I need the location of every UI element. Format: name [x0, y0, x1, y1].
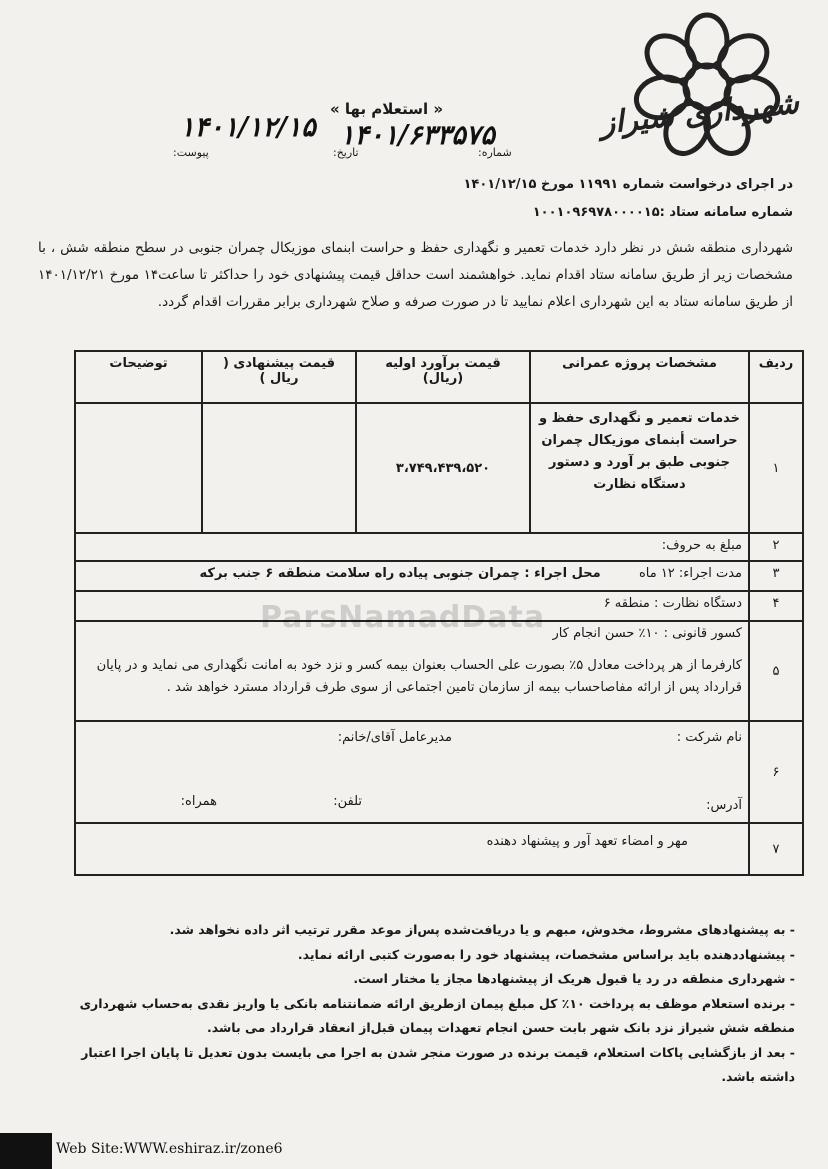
footer-bar	[0, 1133, 52, 1169]
row-number: ۲	[749, 533, 803, 561]
date-value: ۱۴۰۱/۱۲/۱۵	[180, 112, 316, 143]
supervisor: دستگاه نظارت : منطقه ۶	[75, 591, 749, 621]
col-offer-header: قیمت پیشنهادی ( ریال )	[202, 351, 356, 403]
flower-logo-icon	[632, 12, 782, 162]
execution-info	[75, 561, 749, 591]
project-description: خدمات تعمیر و نگهداری حفظ و حراست أبنمای موزیکال چمران جنوبی طبق بر آورد و دستور دستگاه نظارت	[530, 403, 749, 533]
request-reference: در اجرای درخواست شماره ۱۱۹۹۱ مورخ ۱۴۰۱/۱۲/۱۵	[463, 177, 793, 192]
company-name-field[interactable]: نام شرکت :	[676, 730, 742, 745]
col-project-header: مشخصات پروژه عمرانی	[530, 351, 749, 403]
table-row	[75, 561, 803, 591]
attachment-label: پیوست:	[173, 146, 209, 159]
page-title: « استعلام بها »	[330, 100, 444, 118]
col-row-header: ردیف	[749, 351, 803, 403]
note-item: - بعد از بازگشایی پاکات استعلام، قیمت برنده در صورت منجر شدن به اجرا می بایست بدون تعدیل تا پایان اجرا اعتبار داشته باشد.	[81, 1044, 795, 1084]
row-number: ۶	[749, 721, 803, 823]
watermark: ParsNamadData	[260, 600, 546, 635]
brand-name: شهرداری شیراز	[598, 85, 801, 142]
phone-field[interactable]: تلفن:	[333, 794, 362, 809]
row-number: ۳	[749, 561, 803, 591]
date-label: تاریخ:	[333, 146, 359, 159]
signature-stamp[interactable]: مهر و امضاء تعهد آور و پیشنهاد دهنده	[75, 823, 749, 875]
offer-cell[interactable]	[202, 403, 356, 533]
legal-deductions	[75, 621, 749, 721]
footer	[0, 1133, 828, 1169]
execution-duration: مدت اجراء: ۱۲ ماه	[638, 566, 742, 581]
table-row	[75, 823, 803, 875]
table-row	[75, 621, 803, 721]
intro-paragraph: شهرداری منطقه شش در نظر دارد خدمات تعمیر و نگهداری حفظ و حراست ابنمای موزیکال چمران جنوبی در سطح منطقه شش ، با مشخصات زیر از طریق سامانه ستاد اقدام نماید. خواهشمند است حداقل قیمت پیشنهادی خود را حداکثر تا ساعت۱۴ مورخ ۱۴۰۱/۱۲/۲۱ از طریق سامانه ستاد به این شهرداری اعلام نمایید تا در صورت صرفه و صلاح شهرداری برابر مقررات اقدام گردد.	[38, 240, 793, 310]
execution-location: محل اجراء : چمران جنوبی پیاده راه سلامت منطقه ۶ جنب برکه	[199, 566, 601, 581]
col-notes-header: توضیحات	[75, 351, 202, 403]
number-value: ۱۴۰۱/۶۳۳۵۷۵	[340, 120, 495, 151]
table-row	[75, 721, 803, 823]
insurance-note: کارفرما از هر پرداخت معادل ۵٪ بصورت علی الحساب بعنوان بیمه کسر و نزد خود به امانت نگهداری می نماید و در پایان قرارداد پس از ارائه مفاصاحساب بیمه از سازمان تامین اجتماعی از سوی طرف قرارداد مسترد خواهد شد .	[96, 658, 742, 695]
table-row	[75, 533, 803, 561]
row-number: ۷	[749, 823, 803, 875]
note-item: - برنده استعلام موظف به پرداخت ۱۰٪ کل مبلغ پیمان ازطریق ارائه ضمانتنامه بانکی یا واریز نقدی به‌حساب شهرداری منطقه شش شیراز نزد بانک شهر بابت حسن انجام تعهدات پیمان قبل‌از انعقاد قرارداد می باشد.	[79, 995, 795, 1035]
mobile-field[interactable]: همراه:	[180, 794, 217, 809]
website-link[interactable]: Web Site:WWW.eshiraz.ir/zone6	[56, 1141, 283, 1157]
notes-list	[60, 918, 795, 1090]
bidder-info	[75, 721, 749, 823]
deductions-line: کسور قانونی : ۱۰٪ حسن انجام کار	[552, 626, 742, 641]
row-number: ۴	[749, 591, 803, 621]
table-row	[75, 403, 803, 533]
note-item: - پیشنهاددهنده باید براساس مشخصات، پیشنهاد خود را به‌صورت کتبی ارائه نماید.	[297, 946, 795, 962]
note-item: - به پیشنهادهای مشروط، مخدوش، مبهم و یا دریافت‌شده پس‌از موعد مقرر ترتیب اثر داده نخواهد شد.	[169, 922, 795, 937]
notes-cell	[75, 403, 202, 533]
address-field[interactable]: آدرس:	[706, 798, 742, 813]
estimate-value: ۳،۷۴۹،۴۳۹،۵۲۰	[356, 403, 530, 533]
note-item: - شهرداری منطقه در رد یا قبول هریک از پیشنهادها مجاز یا مختار است.	[353, 971, 795, 986]
row-number: ۵	[749, 621, 803, 721]
manager-field[interactable]: مدیرعامل آقای/خانم:	[337, 730, 452, 745]
amount-in-words[interactable]: مبلغ به حروف:	[75, 533, 749, 561]
row-number: ۱	[749, 403, 803, 533]
col-estimate-header: قیمت برآورد اولیه (ریال)	[356, 351, 530, 403]
number-label: شماره:	[478, 146, 512, 159]
setad-system-number: شماره سامانه ستاد :۱۰۰۱۰۹۶۹۷۸۰۰۰۰۱۵	[532, 205, 793, 220]
